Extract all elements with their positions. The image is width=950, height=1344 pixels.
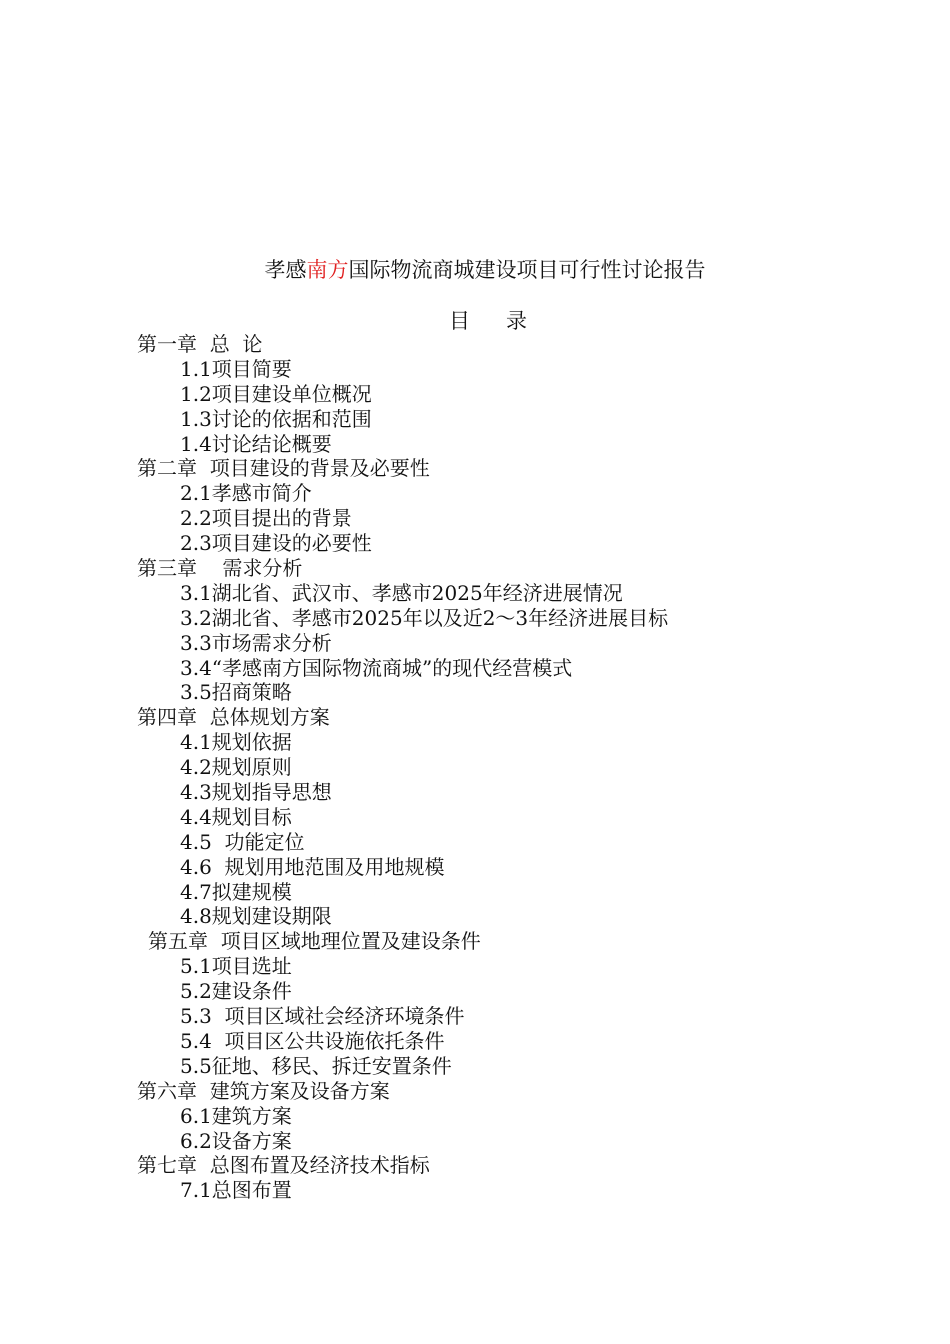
toc-section-entry: 4.5 功能定位: [180, 829, 305, 854]
title-highlight: 南方: [306, 258, 349, 282]
toc-section-entry: 4.3规划指导思想: [180, 780, 332, 805]
toc-section-entry: 5.4 项目区公共设施依托条件: [180, 1028, 445, 1053]
toc-chapter-entry: 第六章 建筑方案及设备方案: [137, 1078, 390, 1103]
toc-section-entry: 1.1项目简要: [180, 356, 292, 381]
toc-section-entry: 3.3市场需求分析: [180, 630, 332, 655]
toc-section-entry: 3.2湖北省、孝感市2025年以及近2～3年经济进展目标: [180, 605, 669, 630]
toc-section-entry: 5.1项目选址: [180, 954, 292, 979]
toc-section-entry: 3.4“孝感南方国际物流商城”的现代经营模式: [180, 655, 573, 680]
toc-section-entry: 4.4规划目标: [180, 804, 292, 829]
table-of-contents: [0, 332, 950, 1203]
toc-chapter-entry: 第二章 项目建设的背景及必要性: [137, 456, 430, 481]
toc-section-entry: 7.1总图布置: [180, 1178, 292, 1203]
toc-section-entry: 2.1孝感市简介: [180, 481, 312, 506]
toc-chapter-entry: 第五章 项目区域地理位置及建设条件: [148, 929, 481, 954]
toc-heading-char-1: 目: [449, 309, 470, 333]
title-part-1: 孝感: [264, 258, 307, 282]
toc-section-entry: 3.5招商策略: [180, 680, 292, 705]
toc-section-entry: 1.4讨论结论概要: [180, 431, 332, 456]
toc-chapter-entry: 第三章 需求分析: [137, 556, 303, 581]
toc-section-entry: 4.1规划依据: [180, 730, 292, 755]
toc-chapter-entry: 第四章 总体规划方案: [137, 705, 330, 730]
toc-heading-char-2: 录: [506, 309, 527, 333]
toc-section-entry: 3.1湖北省、武汉市、孝感市2025年经济进展情况: [180, 580, 623, 605]
toc-section-entry: 1.3讨论的依据和范围: [180, 406, 372, 431]
toc-chapter-entry: 第七章 总图布置及经济技术指标: [137, 1153, 430, 1178]
toc-section-entry: 5.5征地、移民、拆迁安置条件: [180, 1053, 452, 1078]
toc-section-entry: 4.8规划建设期限: [180, 904, 332, 929]
toc-section-entry: 2.3项目建设的必要性: [180, 531, 372, 556]
title-part-3: 国际物流商城建设项目可行性讨论报告: [348, 258, 706, 282]
toc-section-entry: 4.6 规划用地范围及用地规模: [180, 854, 445, 879]
toc-section-entry: 4.7拟建规模: [180, 879, 292, 904]
toc-section-entry: 5.2建设条件: [180, 979, 292, 1004]
toc-section-entry: 2.2项目提出的背景: [180, 506, 352, 531]
toc-section-entry: 6.2设备方案: [180, 1128, 292, 1153]
toc-section-entry: 1.2项目建设单位概况: [180, 381, 372, 406]
toc-section-entry: 5.3 项目区域社会经济环境条件: [180, 1004, 465, 1029]
document-title: [0, 255, 950, 285]
toc-chapter-entry: 第一章 总 论: [137, 332, 263, 356]
toc-section-entry: 4.2规划原则: [180, 755, 292, 780]
toc-section-entry: 6.1建筑方案: [180, 1103, 292, 1128]
